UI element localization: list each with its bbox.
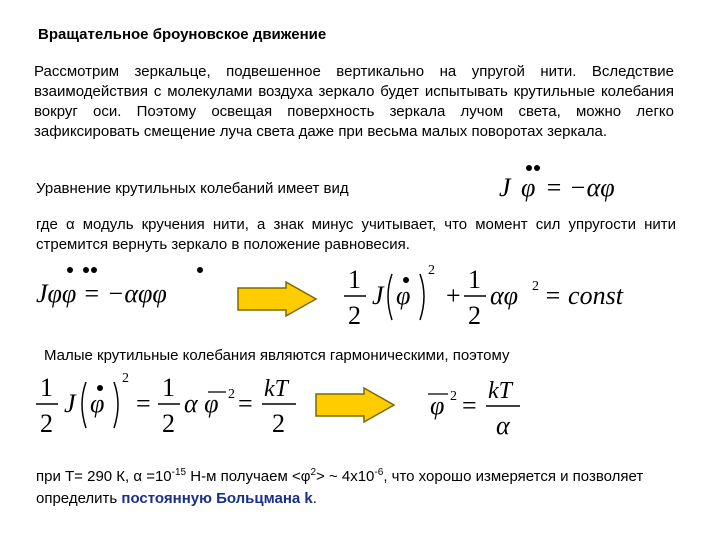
eq1-j: J: [499, 173, 511, 202]
svg-text:=: =: [462, 391, 477, 420]
eq4-kt: kT: [264, 376, 288, 402]
eq3-num-1: 1: [348, 265, 361, 294]
svg-text:α φ: α φ: [184, 389, 219, 418]
svg-text:2: 2: [272, 409, 285, 438]
svg-text:2: 2: [162, 409, 175, 438]
svg-text:2: 2: [532, 279, 539, 294]
conclusion-paragraph: при Т= 290 К, $\alpha =10^{-15}$ Н-м получаем $<\varphi^2>$ ~ $4х10^{-6}$, что хорошо измеряется и позволяет определить постоянную Больцмана k.: [36, 467, 644, 507]
svg-text:2: 2: [428, 263, 435, 278]
svg-text:2: 2: [40, 409, 53, 438]
svg-text:φ: φ: [90, 389, 105, 418]
equation-1: [495, 158, 665, 208]
small-oscillations-text: Малые крутильные колебания являются гармоническими, поэтому: [44, 347, 510, 364]
eq1-rhs: = −αφ: [545, 173, 615, 202]
eq3-alpha: αφ: [490, 281, 519, 310]
equation-intro: Уравнение крутильных колебаний имеет вид: [36, 180, 349, 197]
svg-text:2: 2: [450, 389, 457, 404]
eq3-j: J: [372, 281, 384, 310]
svg-text:1: 1: [162, 373, 175, 402]
svg-text:2: 2: [228, 387, 235, 402]
equation-3: [340, 258, 640, 334]
equation-5: [426, 370, 536, 442]
eq2-lhs: Jφφ = −αφφ: [36, 279, 167, 308]
eq5-alpha: α: [496, 411, 510, 440]
svg-text:1: 1: [468, 265, 481, 294]
svg-text:1: 1: [40, 373, 53, 402]
right-arrow-icon: [236, 280, 320, 318]
svg-text:φ: φ: [430, 391, 445, 420]
slide-title: Вращательное броуновское движение: [38, 26, 327, 43]
svg-text:=: =: [238, 389, 253, 418]
equation-4: [32, 368, 322, 440]
svg-text:J: J: [64, 389, 76, 418]
eq3-rhs: = const: [544, 281, 623, 310]
eq3-plus: +: [446, 281, 461, 310]
svg-text:=: =: [136, 389, 151, 418]
svg-text:2: 2: [122, 371, 129, 386]
eq3-den-1: 2: [348, 301, 361, 330]
intro-paragraph: Рассмотрим зеркальце, подвешенное вертикально на упругой нити. Вследствие взаимодействия с молекулами воздуха зеркало будет испытывать крутильные колебания вокруг оси. Поэтому освещая поверхность зеркала лучом света, можно легко зафиксировать смещение луча света даже при весьма малых поворотах зеркала.: [34, 63, 674, 140]
eq3-phi: φ: [396, 281, 411, 310]
right-arrow-icon: [314, 386, 398, 424]
svg-text:kT: kT: [488, 378, 512, 404]
boltzmann-highlight: постоянную Больцмана k: [121, 490, 313, 507]
svg-text:2: 2: [468, 301, 481, 330]
eq1-phi: φ: [521, 173, 536, 202]
equation-2: [30, 262, 220, 312]
where-paragraph: где α модуль кручения нити, а знак минус учитывает, что момент сил упругости нити стремится вернуть зеркало в положение равновесия.: [36, 216, 676, 253]
